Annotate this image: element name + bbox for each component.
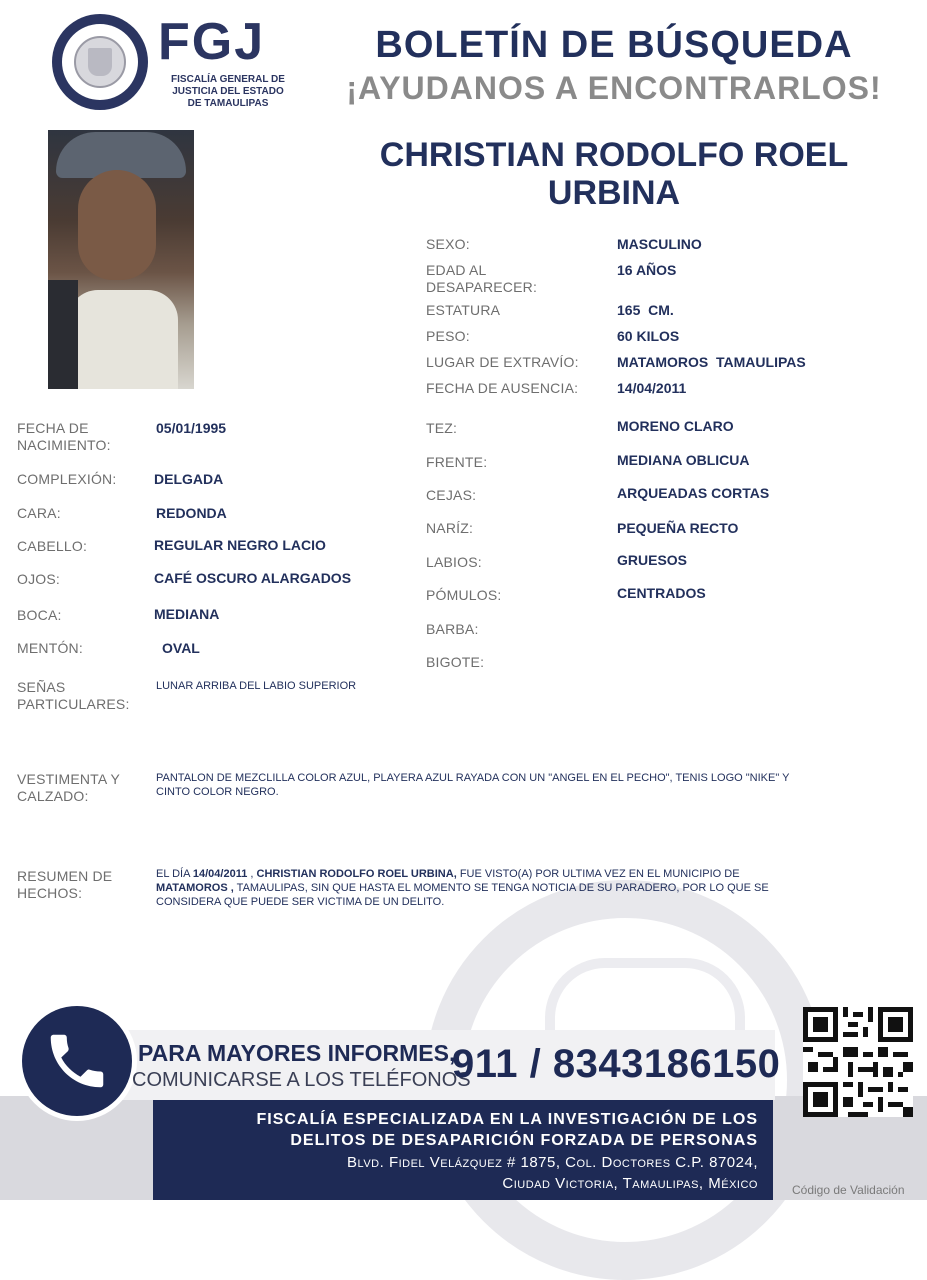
- bulletin-subtitle: ¡AYUDANOS A ENCONTRARLOS!: [346, 70, 882, 106]
- label-nariz: NARÍZ:: [426, 520, 474, 536]
- resumen-text: FUE VISTO(A) POR ULTIMA VEZ EN EL MUNICIPIO DE: [456, 868, 740, 880]
- value-ojos: CAFÉ OSCURO ALARGADOS: [154, 570, 352, 586]
- label-cabello: CABELLO:: [17, 538, 88, 554]
- footer-line-1: FISCALÍA ESPECIALIZADA EN LA INVESTIGACIÓN DE LOS: [256, 1111, 758, 1128]
- resumen-city: MATAMOROS ,: [156, 882, 234, 894]
- value-complexion: DELGADA: [154, 471, 224, 487]
- fgj-logo-seal: [52, 14, 148, 110]
- value-pomulos: CENTRADOS: [617, 585, 706, 601]
- vestimenta-text-1: PANTALON DE MEZCLILLA COLOR AZUL, PLAYERA AZUL RAYADA CON UN "ANGEL EN EL PECHO", TENIS LOGO "NIKE" Y: [156, 772, 790, 784]
- value-fecha-nacimiento: 05/01/1995: [156, 420, 227, 436]
- label-cara: CARA:: [17, 505, 61, 521]
- label-fecha-nacimiento: FECHA DE NACIMIENTO:: [17, 420, 111, 453]
- missing-person-photo: [48, 130, 194, 389]
- value-senas: LUNAR ARRIBA DEL LABIO SUPERIOR: [156, 680, 357, 692]
- person-name-line-1: CHRISTIAN RODOLFO ROEL: [379, 136, 849, 174]
- label-resumen-2: HECHOS:: [17, 885, 83, 901]
- value-edad: 16 AÑOS: [617, 262, 677, 278]
- person-name-line-2: URBINA: [547, 174, 681, 212]
- logo-line-2: JUSTICIA DEL ESTADO: [172, 86, 284, 97]
- label-complexion: COMPLEXIÓN:: [17, 471, 117, 487]
- value-labios: GRUESOS: [617, 552, 688, 568]
- contact-line-1: PARA MAYORES INFORMES,: [138, 1040, 456, 1066]
- resumen-date: 14/04/2011: [192, 868, 248, 880]
- label-fecha-ausencia: FECHA DE AUSENCIA:: [426, 380, 579, 396]
- value-tez: MORENO CLARO: [617, 418, 734, 434]
- footer-line-2: DELITOS DE DESAPARICIÓN FORZADA DE PERSONAS: [290, 1132, 758, 1149]
- resumen-line-1: [156, 867, 740, 881]
- label-boca: BOCA:: [17, 607, 62, 623]
- label-estatura: ESTATURA: [426, 302, 501, 318]
- label-lugar: LUGAR DE EXTRAVÍO:: [426, 354, 579, 370]
- value-boca: MEDIANA: [154, 606, 220, 622]
- value-peso: 60 KILOS: [617, 328, 680, 344]
- label-edad: EDAD AL DESAPARECER:: [426, 262, 538, 295]
- value-sexo: MASCULINO: [617, 236, 702, 252]
- contact-line-2: COMUNICARSE A LOS TELÉFONOS: [132, 1069, 471, 1091]
- vestimenta-text-2: CINTO COLOR NEGRO.: [156, 786, 279, 798]
- resumen-text: TAMAULIPAS, SIN QUE HASTA EL MOMENTO SE TENGA NOTICIA DE SU PARADERO, POR LO QUE SE: [233, 882, 769, 894]
- label-senas: SEÑAS PARTICULARES:: [17, 679, 130, 712]
- label-vestimenta-1: VESTIMENTA Y: [17, 771, 121, 787]
- logo-line-1: FISCALÍA GENERAL DE: [171, 74, 285, 85]
- value-estatura: 165 CM.: [617, 302, 674, 318]
- label-bigote: BIGOTE:: [426, 654, 485, 670]
- resumen-text: EL DÍA: [156, 868, 193, 880]
- value-frente: MEDIANA OBLICUA: [617, 452, 750, 468]
- value-nariz: PEQUEÑA RECTO: [617, 520, 739, 536]
- logo-line-3: DE TAMAULIPAS: [187, 98, 269, 109]
- phone-badge: [22, 1006, 132, 1116]
- resumen-text: ,: [247, 868, 257, 880]
- bulletin-title: BOLETÍN DE BÚSQUEDA: [375, 24, 853, 66]
- footer-address-2: Ciudad Victoria, Tamaulipas, México: [502, 1175, 758, 1192]
- resumen-name: CHRISTIAN RODOLFO ROEL URBINA,: [256, 868, 457, 880]
- resumen-line-3: CONSIDERA QUE PUEDE SER VICTIMA DE UN DELITO.: [156, 896, 445, 908]
- phone-icon: [42, 1026, 112, 1096]
- logo-letters: FGJ: [158, 13, 266, 71]
- value-fecha-ausencia: 14/04/2011: [617, 380, 687, 396]
- label-peso: PESO:: [426, 328, 470, 344]
- label-menton: MENTÓN:: [17, 640, 83, 656]
- label-cejas: CEJAS:: [426, 487, 477, 503]
- label-barba: BARBA:: [426, 621, 479, 637]
- label-frente: FRENTE:: [426, 454, 488, 470]
- label-ojos: OJOS:: [17, 571, 61, 587]
- value-cejas: ARQUEADAS CORTAS: [617, 485, 770, 501]
- qr-code[interactable]: [803, 1007, 913, 1117]
- label-labios: LABIOS:: [426, 554, 482, 570]
- contact-phones: 911 / 8343186150: [452, 1042, 781, 1086]
- value-cara: REDONDA: [156, 505, 227, 521]
- label-vestimenta-2: CALZADO:: [17, 788, 89, 804]
- value-cabello: REGULAR NEGRO LACIO: [154, 537, 326, 553]
- value-lugar: MATAMOROS TAMAULIPAS: [617, 354, 806, 370]
- resumen-line-2: [156, 881, 769, 895]
- label-sexo: SEXO:: [426, 236, 470, 252]
- footer-address-1: Blvd. Fidel Velázquez # 1875, Col. Doctores C.P. 87024,: [347, 1154, 758, 1171]
- value-menton: OVAL: [162, 640, 200, 656]
- label-pomulos: PÓMULOS:: [426, 587, 502, 603]
- label-resumen-1: RESUMEN DE: [17, 868, 113, 884]
- label-tez: TEZ:: [426, 420, 458, 436]
- validation-code-label: Código de Validación: [792, 1183, 905, 1197]
